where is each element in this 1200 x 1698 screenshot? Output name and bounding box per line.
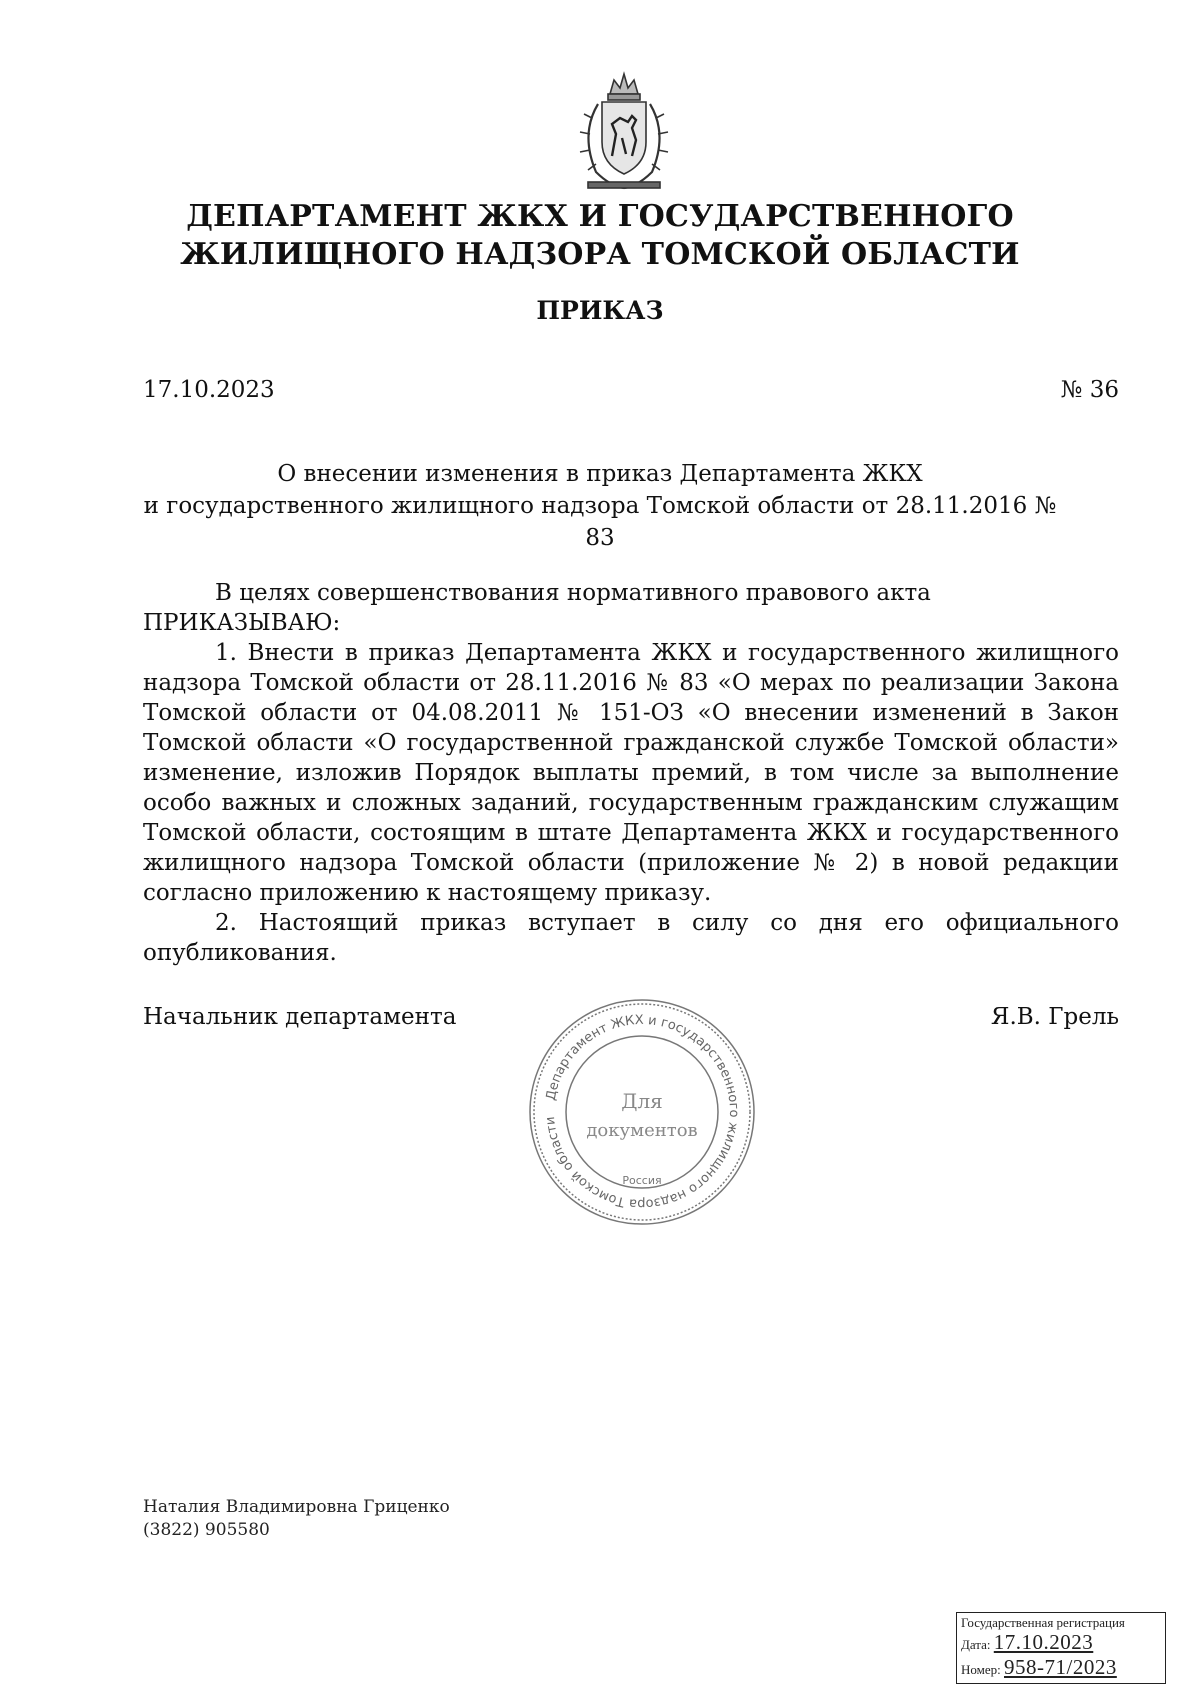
registration-date-value: 17.10.2023 bbox=[993, 1630, 1094, 1654]
executor-phone: (3822) 905580 bbox=[143, 1520, 270, 1540]
coat-of-arms-emblem bbox=[566, 64, 682, 196]
order-directive: ПРИКАЗЫВАЮ: bbox=[143, 610, 341, 636]
stamp-center-line-2: документов bbox=[586, 1120, 698, 1141]
subject-line-2: и государственного жилищного надзора Томской области от 28.11.2016 № 83 bbox=[143, 493, 1057, 551]
registration-number-label: Номер: bbox=[961, 1662, 1001, 1677]
registration-number-row bbox=[961, 1656, 1161, 1681]
registration-title: Государственная регистрация bbox=[961, 1615, 1125, 1630]
order-item-2: 2. Настоящий приказ вступает в силу со дня его официального опубликования. bbox=[143, 910, 1119, 966]
order-item-1: 1. Внести в приказ Департамента ЖКХ и государственного жилищного надзора Томской области от 28.11.2016 № 83 «О мерах по реализации Закона Томской области от 04.08.2011 № 151-ОЗ «О внесении изменений в Закон Томской области «О государственной гражданской службе Томской области» изменение, изложив Порядок выплаты премий, в том числе за выполнение особо важных и сложных заданий, государственным гражданским служащим Томской области, состоящим в штате Департамента ЖКХ и государственного жилищного надзора Томской области (приложение № 2) в новой редакции согласно приложению к настоящему приказу. bbox=[143, 640, 1119, 906]
order-subject bbox=[130, 458, 1070, 554]
official-stamp bbox=[526, 996, 758, 1228]
stamp-center-line-1: Для bbox=[621, 1089, 663, 1113]
purpose-paragraph: В целях совершенствования нормативного правового акта bbox=[215, 580, 931, 606]
registration-number-value: 958-71/2023 bbox=[1004, 1655, 1117, 1679]
subject-line-1: О внесении изменения в приказ Департамента ЖКХ bbox=[277, 461, 923, 487]
registration-date-row bbox=[961, 1631, 1161, 1656]
stamp-bottom-text: Россия bbox=[622, 1174, 662, 1187]
document-type-heading: ПРИКАЗ bbox=[536, 296, 664, 325]
executor-contact bbox=[143, 1496, 450, 1542]
signatory-position: Начальник департамента bbox=[143, 1004, 457, 1030]
order-date: 17.10.2023 bbox=[143, 377, 275, 403]
executor-name: Наталия Владимировна Гриценко bbox=[143, 1497, 450, 1517]
registration-date-label: Дата: bbox=[961, 1637, 991, 1652]
order-number: № 36 bbox=[1060, 377, 1119, 403]
department-title: ДЕПАРТАМЕНТ ЖКХ И ГОСУДАРСТВЕННОГО ЖИЛИЩНОГО НАДЗОРА ТОМСКОЙ ОБЛАСТИ bbox=[180, 199, 1020, 272]
signatory-name: Я.В. Грель bbox=[990, 1004, 1119, 1030]
order-body bbox=[143, 578, 1119, 968]
stamp-ring-text: Департамент ЖКХ и государственного жилищного надзора Томской области bbox=[543, 1012, 742, 1212]
registration-box bbox=[956, 1612, 1166, 1684]
